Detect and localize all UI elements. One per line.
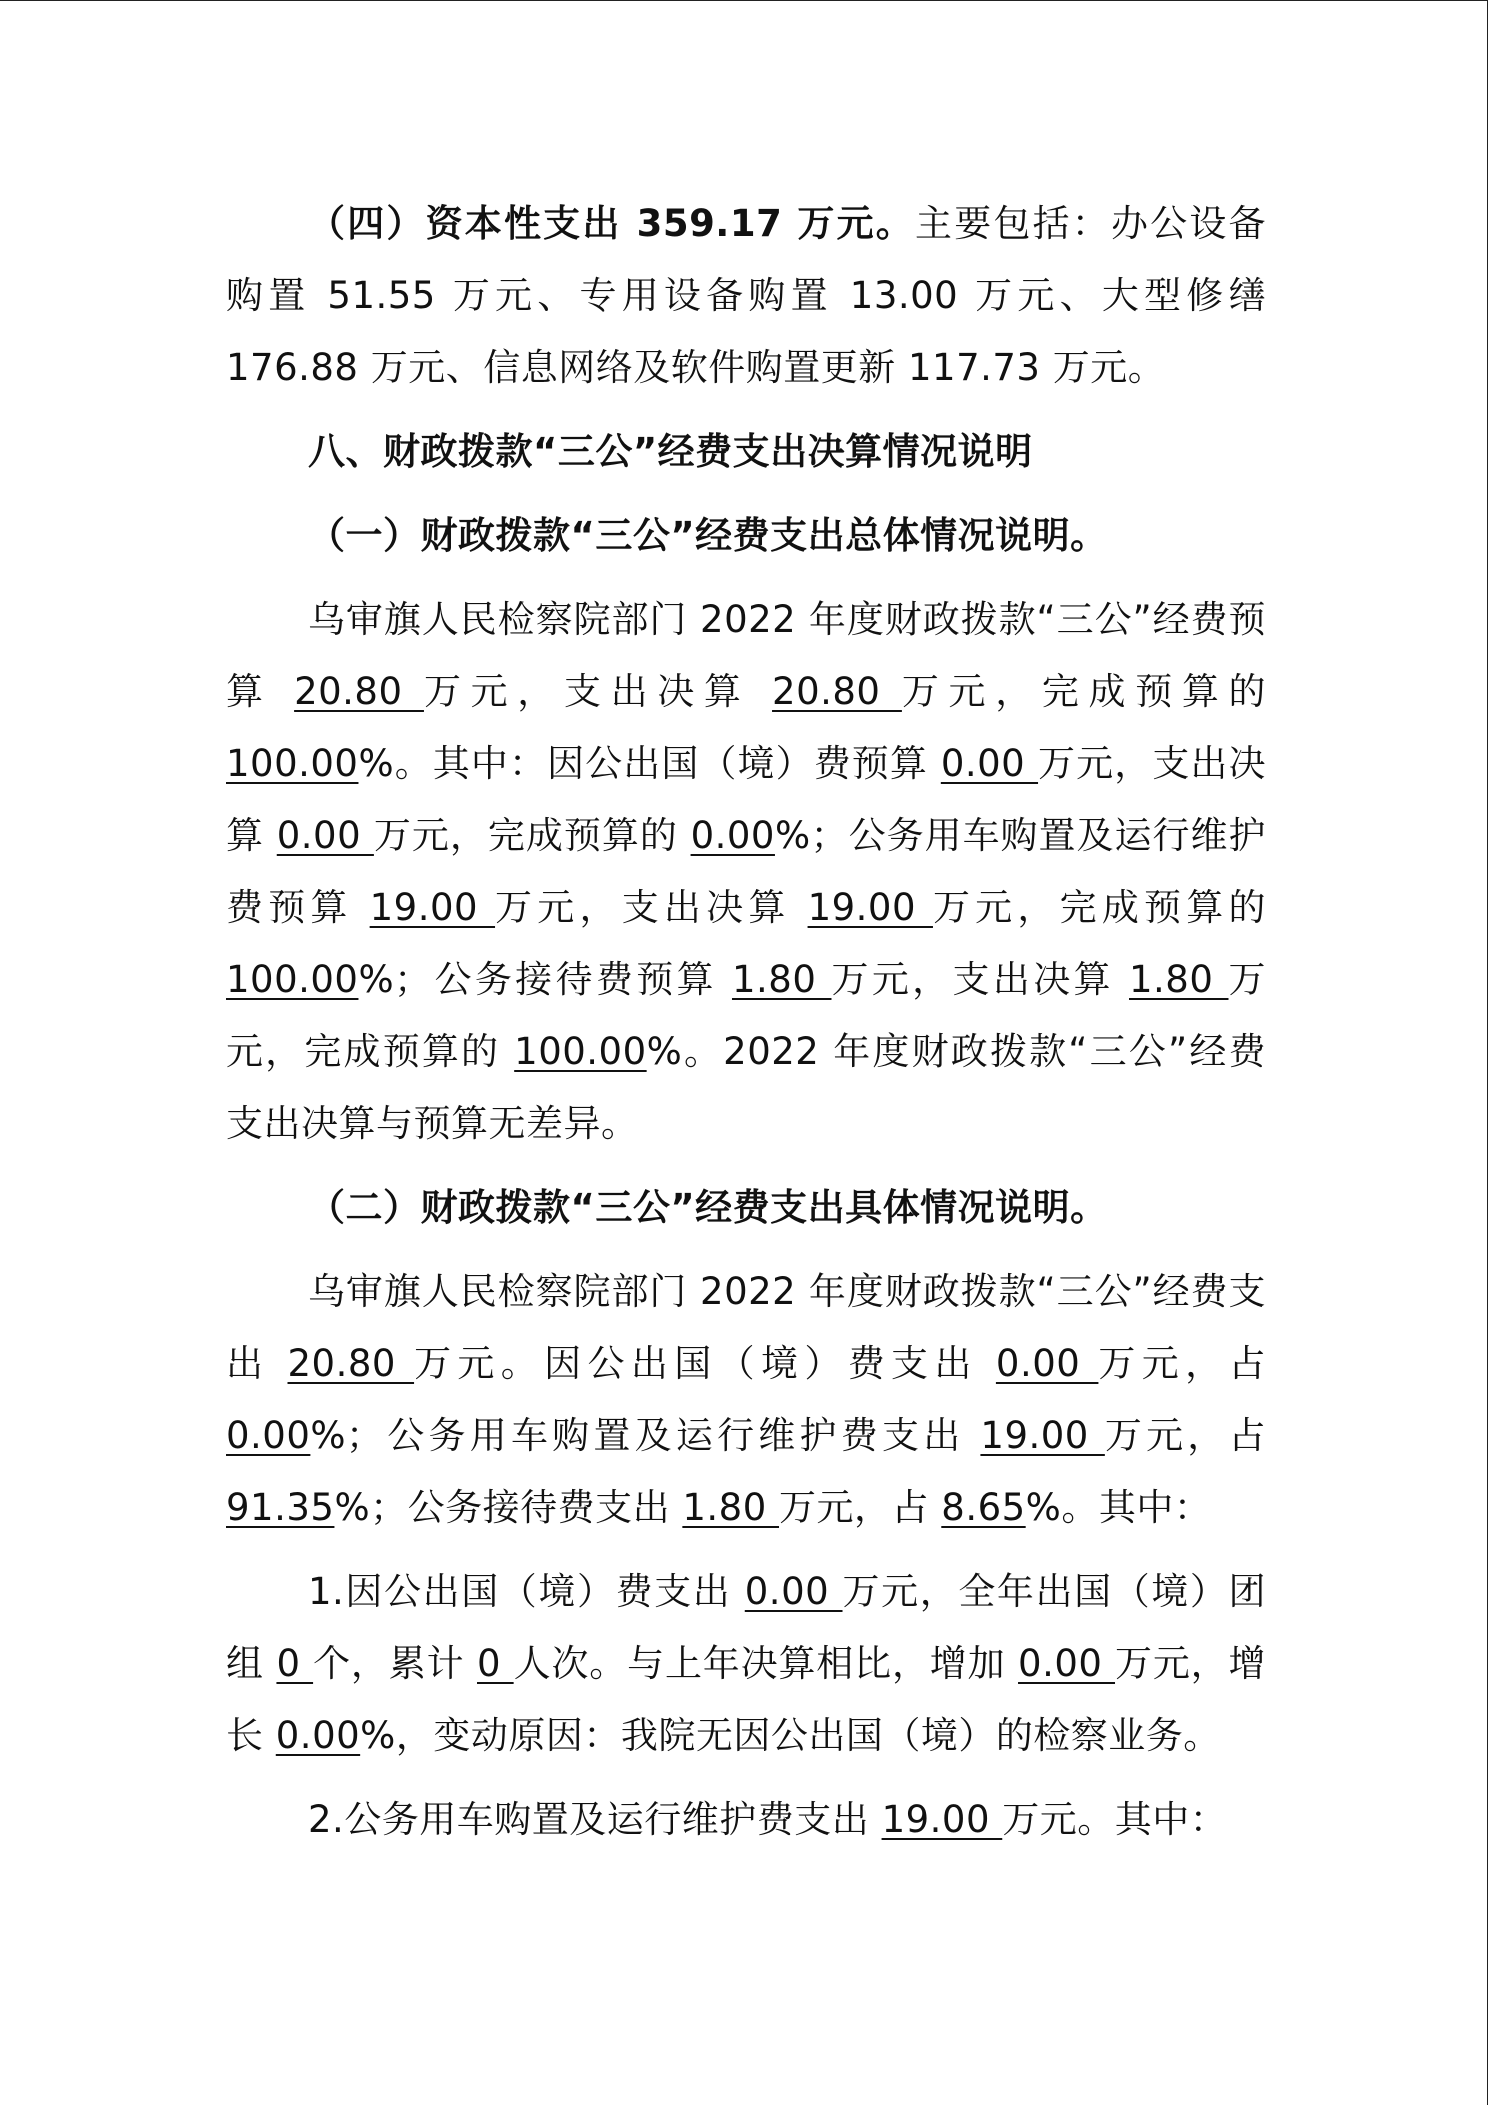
value-detail-reception: 1.80 [682, 1486, 780, 1529]
value-item1-increase: 0.00 [1018, 1642, 1116, 1685]
value-reception-final: 1.80 [1129, 958, 1229, 1001]
text: 万元。其中： [1002, 1798, 1228, 1841]
text: 万元，增长 [226, 1642, 1267, 1757]
value-detail-car: 19.00 [980, 1414, 1105, 1457]
text: 2.公务用车购置及运行维护费支出 [308, 1798, 882, 1841]
text: 人次。与上年决算相比，增加 [513, 1642, 1019, 1685]
document-body [226, 188, 1266, 1868]
value-car-rate: 100.00 [226, 958, 359, 1001]
text: %，变动原因：我院无因公出国（境）的检察业务。 [360, 1714, 1221, 1757]
value-detail-abroad-pct: 0.00 [226, 1414, 311, 1457]
text: 万元，支出决算 [226, 742, 1266, 857]
text: 万元，占 [1104, 1414, 1267, 1457]
text: 万元，完成预算的 [226, 958, 1266, 1073]
value-item1-growth: 0.00 [275, 1714, 361, 1757]
value-reception-budget: 1.80 [731, 958, 832, 1001]
value-detail-abroad: 0.00 [995, 1342, 1099, 1385]
text: 万元，完成预算的 [373, 814, 691, 857]
subsection-1-title: （一）财政拨款“三公”经费支出总体情况说明。 [308, 514, 1108, 557]
subsection-2-title: （二）财政拨款“三公”经费支出具体情况说明。 [308, 1186, 1108, 1229]
text: %。其中：因公出国（境）费预算 [358, 742, 941, 785]
value-total-final: 20.80 [772, 670, 902, 713]
text: 万元，支出决算 [831, 958, 1129, 1001]
text: %；公务用车购置及运行维护费预算 [226, 814, 1266, 929]
value-car-budget: 19.00 [369, 886, 496, 929]
value-abroad-rate: 0.00 [690, 814, 775, 857]
text: 万元，占 [779, 1486, 942, 1529]
text: 万元，完成预算的 [932, 886, 1266, 929]
section-8-title: 八、财政拨款“三公”经费支出决算情况说明 [308, 430, 1033, 473]
value-abroad-final: 0.00 [276, 814, 374, 857]
paragraph-item-1 [226, 1556, 1266, 1772]
text: 乌审旗人民检察院部门 2022 年度财政拨款“三公”经费支出 [226, 1270, 1266, 1385]
capital-expenditure-heading: （四）资本性支出 359.17 万元。 [308, 202, 915, 245]
text: 1.因公出国（境）费支出 [308, 1570, 745, 1613]
text: 万元，占 [1098, 1342, 1267, 1385]
text: 乌审旗人民检察院部门 2022 年度财政拨款“三公”经费预算 [226, 598, 1266, 713]
paragraph-item-2 [226, 1784, 1266, 1856]
text: %；公务接待费预算 [358, 958, 732, 1001]
paragraph-capital-expenditure [226, 188, 1266, 404]
text: 万元，支出决算 [495, 886, 808, 929]
value-item1-amount: 0.00 [744, 1570, 843, 1613]
text: %；公务接待费支出 [334, 1486, 683, 1529]
text: 万元，全年出国（境）团组 [226, 1570, 1267, 1685]
value-item2-amount: 19.00 [881, 1798, 1003, 1841]
value-detail-car-pct: 91.35 [226, 1486, 335, 1529]
value-reception-rate: 100.00 [514, 1030, 647, 1073]
text: 个，累计 [313, 1642, 477, 1685]
value-detail-total: 20.80 [287, 1342, 415, 1385]
value-total-rate: 100.00 [226, 742, 359, 785]
value-item1-groups: 0 [276, 1642, 314, 1685]
text: %。2022 年度财政拨款“三公”经费支出决算与预算无差异。 [226, 1030, 1267, 1145]
text: %。其中： [1025, 1486, 1212, 1529]
text: %；公务用车购置及运行维护费支出 [310, 1414, 981, 1457]
value-item1-people: 0 [477, 1642, 514, 1685]
paragraph-overall [226, 584, 1266, 1160]
value-abroad-budget: 0.00 [940, 742, 1039, 785]
value-detail-reception-pct: 8.65 [941, 1486, 1026, 1529]
text: 万元，完成预算的 [901, 670, 1267, 713]
text: 万元，支出决算 [423, 670, 773, 713]
value-total-budget: 20.80 [294, 670, 424, 713]
value-car-final: 19.00 [807, 886, 933, 929]
capital-expenditure-text: 主要包括：办公设备购置 51.55 万元、专用设备购置 13.00 万元、大型修缮 176.88 万元、信息网络及软件购置更新 117.73 万元。 [226, 202, 1267, 389]
paragraph-detail [226, 1256, 1266, 1544]
text: 万元。因公出国（境）费支出 [414, 1342, 996, 1385]
